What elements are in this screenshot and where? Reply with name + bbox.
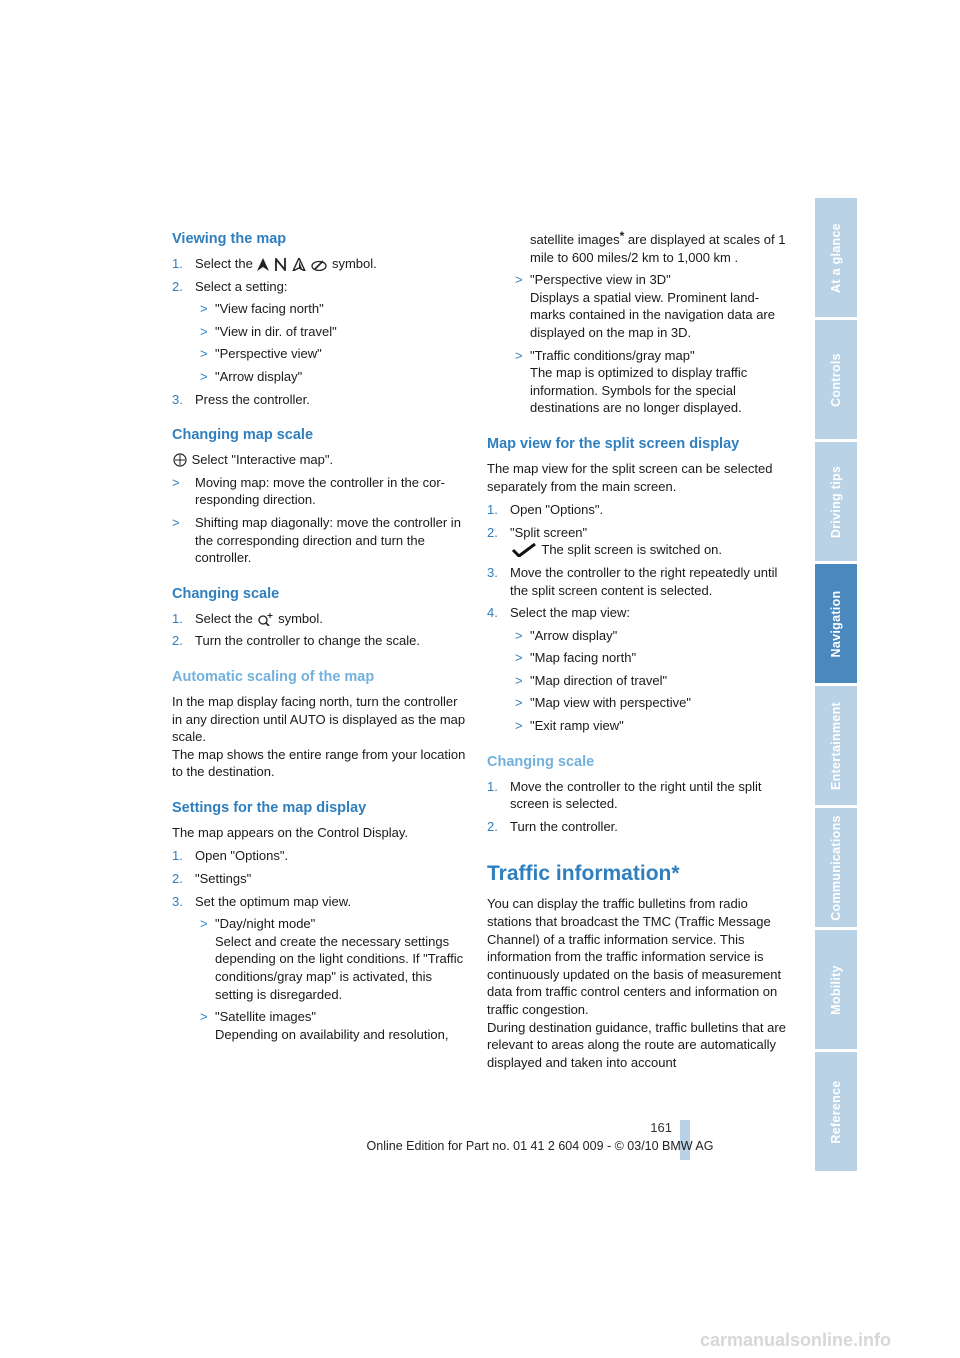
option-item: > "Perspective view" bbox=[200, 346, 322, 362]
section-split-changing-scale bbox=[487, 753, 787, 836]
section-changing-map-scale bbox=[172, 426, 467, 567]
perspective-arrow-icon bbox=[292, 258, 306, 271]
paragraph: The map shows the entire range from your location to the destination. bbox=[172, 746, 466, 780]
option-item: > "Arrow display" bbox=[515, 627, 618, 643]
heading-changing-scale: Changing scale bbox=[172, 585, 280, 602]
heading-viewing-the-map: Viewing the map bbox=[172, 231, 287, 247]
section-settings-map-display bbox=[172, 799, 467, 1044]
option-item: > "View facing north" bbox=[200, 301, 324, 317]
step-1: 1. Open "Options". bbox=[172, 848, 289, 864]
step-2: 2. Select a setting: bbox=[172, 278, 288, 294]
check-note: The split screen is switched on. bbox=[510, 541, 787, 559]
option-item: > "Satellite images" Depending on availability and resolution, bbox=[200, 1009, 449, 1042]
paragraph: You can display the traffic bulletins from radio stations that broadcast the TMC (Traffic Message Channel) of a traffic information service. This information from the traffic information service is continuously updated on the basis of measurement data from traffic control centers and information on traffic congestion. bbox=[487, 896, 782, 1017]
heading-split-screen-map-view: Map view for the split screen display bbox=[487, 435, 740, 452]
page-number: 161 bbox=[650, 1120, 672, 1135]
heading-changing-map-scale: Changing map scale bbox=[172, 427, 314, 444]
option-item: > "View in dir. of travel" bbox=[200, 323, 337, 339]
section-viewing-the-map bbox=[172, 230, 467, 408]
section-traffic-information bbox=[487, 861, 787, 1071]
paragraph: In the map display facing north, turn the controller in any direction until AUTO is displayed as the map scale. bbox=[172, 693, 466, 745]
step-1: 1. Select the symbol. bbox=[172, 256, 377, 271]
footer: Online Edition for Part no. 01 41 2 604 009 - © 03/10 BMW AG bbox=[366, 1139, 714, 1153]
zoom-icon bbox=[257, 612, 273, 626]
step-4: 4. Select the map view: bbox=[487, 605, 630, 621]
interactive-map-intro: Select "Interactive map". bbox=[172, 451, 467, 469]
option-item: > "Traffic conditions/gray map" The map is optimized to display traffic information. Symbols for the special destinations are no longer displayed. bbox=[515, 347, 748, 416]
step-2: 2. Turn the controller. bbox=[487, 818, 618, 834]
option-item: > "Map facing north" bbox=[515, 650, 637, 666]
tab-navigation[interactable]: Navigation bbox=[815, 564, 857, 683]
watermark: carmanualsonline.info bbox=[700, 1330, 892, 1350]
tab-entertainment[interactable]: Entertainment bbox=[815, 686, 857, 805]
step-1: 1. Select the symbol. bbox=[172, 610, 323, 626]
option-item: > "Arrow display" bbox=[200, 368, 303, 384]
option-item: > "Exit ramp view" bbox=[515, 718, 624, 734]
option-item: > "Day/night mode" Select and create the necessary settings depending on the light conditions. If "Traffic conditions/gray map" is activated, this setting is disregarded. bbox=[200, 916, 464, 1002]
option-item: > "Perspective view in 3D" Displays a spatial view. Prominent landmarks contained in the navigation data are displayed on the map in 3D. bbox=[515, 272, 775, 340]
paragraph: During destination guidance, traffic bulletins that are relevant to areas along the route are automatically displayed and taken into account bbox=[487, 1019, 786, 1070]
interactive-map-icon bbox=[173, 453, 187, 467]
right-column bbox=[487, 230, 787, 1089]
chapter-tabs bbox=[815, 198, 857, 1174]
tilted-view-icon bbox=[311, 258, 327, 271]
heading-settings-map-display: Settings for the map display bbox=[172, 799, 367, 816]
step-3: 3. Set the optimum map view. bbox=[172, 893, 352, 909]
step-1: 1. Open "Options". bbox=[487, 502, 604, 518]
paragraph: The map view for the split screen can be selected separately from the main screen. bbox=[487, 460, 773, 494]
bullet-item: > Moving map: move the controller in the corresponding direction. bbox=[172, 474, 446, 508]
step-1: 1. Move the controller to the right until the split screen is selected. bbox=[487, 778, 762, 812]
tab-controls[interactable]: Controls bbox=[815, 320, 857, 439]
option-continuation: satellite images* are displayed at scales of 1 mile to 600 miles/2 km to 1,000 km . bbox=[530, 229, 786, 265]
tab-at-a-glance[interactable]: At a glance bbox=[815, 198, 857, 317]
heading-automatic-scaling: Automatic scaling of the map bbox=[172, 668, 375, 685]
tab-communications[interactable]: Communications bbox=[815, 808, 857, 927]
heading-traffic-information: Traffic information* bbox=[487, 862, 680, 886]
step-3: 3. Move the controller to the right repeatedly until the split screen content is selected. bbox=[487, 564, 778, 598]
section-continued-options bbox=[487, 228, 787, 417]
option-item: > "Map view with perspective" bbox=[515, 695, 691, 711]
left-column bbox=[172, 230, 467, 1061]
step-2: 2. "Settings" bbox=[172, 871, 252, 887]
step-2: 2. Turn the controller to change the scale. bbox=[172, 633, 420, 649]
checkmark-icon bbox=[511, 543, 537, 557]
section-split-screen-map-view bbox=[487, 435, 787, 735]
heading-split-changing-scale: Changing scale bbox=[487, 753, 595, 770]
paragraph: The map appears on the Control Display. bbox=[172, 824, 409, 840]
tab-reference[interactable]: Reference bbox=[815, 1052, 857, 1171]
section-automatic-scaling bbox=[172, 668, 467, 781]
tab-mobility[interactable]: Mobility bbox=[815, 930, 857, 1049]
north-n-icon bbox=[275, 258, 286, 271]
section-changing-scale bbox=[172, 585, 467, 650]
step-3: 3. Press the controller. bbox=[172, 391, 310, 407]
arrow-north-icon bbox=[257, 258, 269, 271]
tab-driving-tips[interactable]: Driving tips bbox=[815, 442, 857, 561]
step-2: 2. "Split screen" The split screen is switched on. bbox=[487, 524, 787, 559]
bullet-item: > Shifting map diagonally: move the controller in the corresponding direction and turn the controller. bbox=[172, 514, 461, 566]
option-item: > "Map direction of travel" bbox=[515, 672, 668, 688]
